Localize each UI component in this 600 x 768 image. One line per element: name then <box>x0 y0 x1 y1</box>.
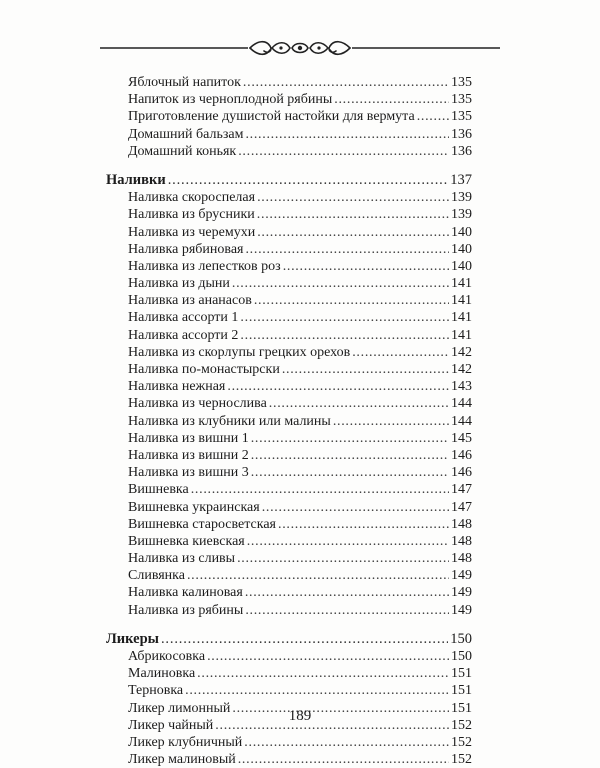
toc-entry-title: Ликер лимонный <box>128 700 231 716</box>
toc-entry-title: Абрикосовка <box>128 649 206 664</box>
dot-leader <box>251 464 449 481</box>
dot-leader <box>197 665 449 682</box>
toc-entry[interactable] <box>106 241 472 258</box>
toc-entry[interactable] <box>106 550 472 567</box>
toc-entry[interactable] <box>106 189 472 206</box>
toc-entry-title: Терновка <box>128 683 184 699</box>
toc-entry[interactable] <box>106 258 472 275</box>
toc-entry-title: Яблочный напиток <box>128 75 241 90</box>
toc-entry[interactable] <box>106 74 472 91</box>
dot-leader <box>185 682 449 699</box>
dot-leader <box>244 734 449 751</box>
dot-leader <box>245 126 449 143</box>
dot-leader <box>282 361 449 378</box>
toc-entry[interactable] <box>106 481 472 498</box>
toc-entry[interactable] <box>106 648 472 665</box>
toc-entry-title: Наливка из рябины <box>128 602 244 618</box>
toc-entry[interactable] <box>106 413 472 430</box>
toc-entry[interactable] <box>106 533 472 550</box>
dot-leader <box>247 533 449 550</box>
dot-leader <box>257 189 449 206</box>
dot-leader <box>245 241 449 258</box>
toc-entry[interactable] <box>106 395 472 412</box>
toc-entry-title: Сливянка <box>128 568 185 584</box>
toc-entry-title: Вишневка старосветская <box>128 516 276 532</box>
toc-entry-page: 140 <box>451 224 472 240</box>
toc-entry-title: Вишневка <box>128 482 189 498</box>
dot-leader <box>278 516 449 533</box>
toc-entry[interactable] <box>106 734 472 751</box>
toc-entry[interactable] <box>106 275 472 292</box>
dot-leader <box>243 74 449 91</box>
toc-entry[interactable] <box>106 126 472 143</box>
toc-entry-title: Напиток из черноплодной рябины <box>128 92 333 108</box>
toc-entry-page: 135 <box>451 92 472 108</box>
toc-entry-page: 143 <box>451 379 472 395</box>
toc-entry-page: 135 <box>451 109 472 125</box>
toc-entry-title: Наливка из черемухи <box>128 224 256 240</box>
toc-entry-page: 142 <box>451 362 472 377</box>
toc-entry-page: 145 <box>451 430 472 446</box>
toc-entry-title: Наливка из клубники или малины <box>128 413 331 429</box>
toc-entry-page: 139 <box>451 207 472 223</box>
toc-entry-page: 151 <box>451 700 472 716</box>
toc-entry-page: 144 <box>451 396 472 412</box>
toc-entry[interactable] <box>106 602 472 619</box>
toc-entry-page: 136 <box>451 143 472 159</box>
toc-entry-title: Наливка из чернослива <box>128 396 267 412</box>
toc-entry-title: Вишневка украинская <box>128 499 260 515</box>
toc-entry[interactable] <box>106 206 472 223</box>
dot-leader <box>238 143 449 160</box>
toc-entry-page: 149 <box>451 602 472 618</box>
toc-entry-title: Наливка из сливы <box>128 551 236 567</box>
toc-entry-page: 149 <box>451 568 472 584</box>
toc-entry-page: 151 <box>451 666 472 682</box>
toc-entry[interactable] <box>106 327 472 344</box>
dot-leader <box>269 395 449 412</box>
toc-entry[interactable] <box>106 567 472 584</box>
toc-entry-page: 152 <box>451 734 472 750</box>
toc-section-likery[interactable] <box>106 631 472 648</box>
toc-entry[interactable] <box>106 309 472 326</box>
toc-entry-title: Наливка из вишни 2 <box>128 447 249 463</box>
toc-entry-title: Наливка из вишни 3 <box>128 465 249 481</box>
toc-entry-title: Наливка скороспелая <box>128 190 256 206</box>
dot-leader <box>232 275 449 292</box>
toc-entry-page: 141 <box>451 276 472 292</box>
toc-entry-page: 141 <box>451 293 472 309</box>
toc-entry-page: 141 <box>451 327 472 343</box>
dot-leader <box>251 430 449 447</box>
toc-entry-title: Приготовление душистой настойки для вермута <box>128 109 415 125</box>
toc-entry[interactable] <box>106 108 472 125</box>
toc-entry-title: Наливка ассорти 1 <box>128 310 239 326</box>
toc-entry[interactable] <box>106 91 472 108</box>
toc-entry-title: Наливка из ананасов <box>128 293 252 309</box>
toc-entry-page: 140 <box>451 241 472 257</box>
toc-entry[interactable] <box>106 378 472 395</box>
dot-leader <box>227 378 449 395</box>
toc-entry-page: 152 <box>451 752 472 768</box>
toc-entry-title: Ликер клубничный <box>128 734 243 750</box>
toc-entry[interactable] <box>106 143 472 160</box>
toc-entry-page: 139 <box>451 190 472 206</box>
dot-leader <box>187 567 449 584</box>
toc-group-nalivki <box>106 189 472 619</box>
toc-entry[interactable] <box>106 751 472 768</box>
toc-entry-title: Ликер малиновый <box>128 752 236 768</box>
dot-leader <box>334 91 449 108</box>
dot-leader <box>251 447 449 464</box>
toc-entry-title: Наливка рябиновая <box>128 241 244 257</box>
toc-entry[interactable] <box>106 447 472 464</box>
header-ornament <box>100 36 500 60</box>
toc-entry-title: Наливка из вишни 1 <box>128 430 249 446</box>
toc-entry-title: Наливка нежная <box>128 379 226 395</box>
toc-entry-page: 149 <box>451 585 472 601</box>
toc-entry-title: Ликер чайный <box>128 717 214 733</box>
toc-entry-title: Наливка из лепестков роз <box>128 258 281 274</box>
dot-leader <box>240 309 449 326</box>
table-of-contents <box>106 74 472 768</box>
section-title: Ликеры <box>106 630 159 647</box>
toc-entry-title: Наливка калиновая <box>128 585 243 601</box>
toc-entry[interactable] <box>106 584 472 601</box>
dot-leader <box>333 413 449 430</box>
dot-leader <box>245 584 449 601</box>
toc-entry-page: 140 <box>451 258 472 274</box>
toc-entry-page: 146 <box>451 465 472 481</box>
dot-leader <box>257 224 449 241</box>
toc-entry-title: Наливка из брусники <box>128 207 255 223</box>
dot-leader <box>191 481 449 498</box>
toc-entry-page: 136 <box>451 126 472 142</box>
toc-entry-page: 146 <box>451 447 472 463</box>
toc-entry-page: 147 <box>451 482 472 498</box>
toc-entry[interactable] <box>106 499 472 516</box>
toc-entry-page: 148 <box>451 551 472 567</box>
toc-entry[interactable] <box>106 292 472 309</box>
dot-leader <box>262 499 449 516</box>
toc-entry-page: 147 <box>451 499 472 515</box>
dot-leader <box>257 206 449 223</box>
dot-leader <box>417 108 449 125</box>
toc-entry-title: Малиновка <box>128 666 196 682</box>
toc-entry-title: Наливка из скорлупы грецких орехов <box>128 344 351 360</box>
section-page: 150 <box>450 630 472 647</box>
toc-entry-page: 148 <box>451 516 472 532</box>
toc-entry-page: 148 <box>451 533 472 549</box>
toc-entry-title: Домашний коньяк <box>128 143 237 159</box>
page-number: 189 <box>288 708 312 724</box>
toc-entry[interactable] <box>106 682 472 699</box>
toc-group-drinks <box>106 74 472 160</box>
toc-entry-title: Наливка из дыни <box>128 276 230 292</box>
toc-entry-page: 151 <box>451 683 472 699</box>
dot-leader <box>207 648 449 665</box>
toc-entry-title: Наливка по-монастырски <box>128 362 280 377</box>
toc-entry-title: Домашний бальзам <box>128 126 244 142</box>
toc-entry[interactable] <box>106 665 472 682</box>
toc-entry[interactable] <box>106 516 472 533</box>
toc-entry-page: 144 <box>451 413 472 429</box>
toc-entry-page: 152 <box>451 717 472 733</box>
toc-entry[interactable] <box>106 464 472 481</box>
toc-entry-page: 150 <box>451 649 472 664</box>
toc-entry-title: Вишневка киевская <box>128 533 245 549</box>
toc-entry-page: 135 <box>451 75 472 90</box>
section-title: Наливки <box>106 171 166 188</box>
dot-leader <box>245 602 449 619</box>
toc-entry[interactable] <box>106 344 472 361</box>
toc-entry[interactable] <box>106 361 472 378</box>
toc-entry[interactable] <box>106 224 472 241</box>
dot-leader <box>254 292 449 309</box>
toc-entry-page: 142 <box>451 344 472 360</box>
toc-entry-title: Наливка ассорти 2 <box>128 327 239 343</box>
toc-entry[interactable] <box>106 430 472 447</box>
dot-leader <box>283 258 449 275</box>
dot-leader <box>238 751 449 768</box>
dot-leader <box>352 344 449 361</box>
section-page: 137 <box>450 171 472 188</box>
toc-section-nalivki[interactable] <box>106 172 472 189</box>
dot-leader <box>240 327 449 344</box>
dot-leader <box>237 550 449 567</box>
toc-entry-page: 141 <box>451 310 472 326</box>
